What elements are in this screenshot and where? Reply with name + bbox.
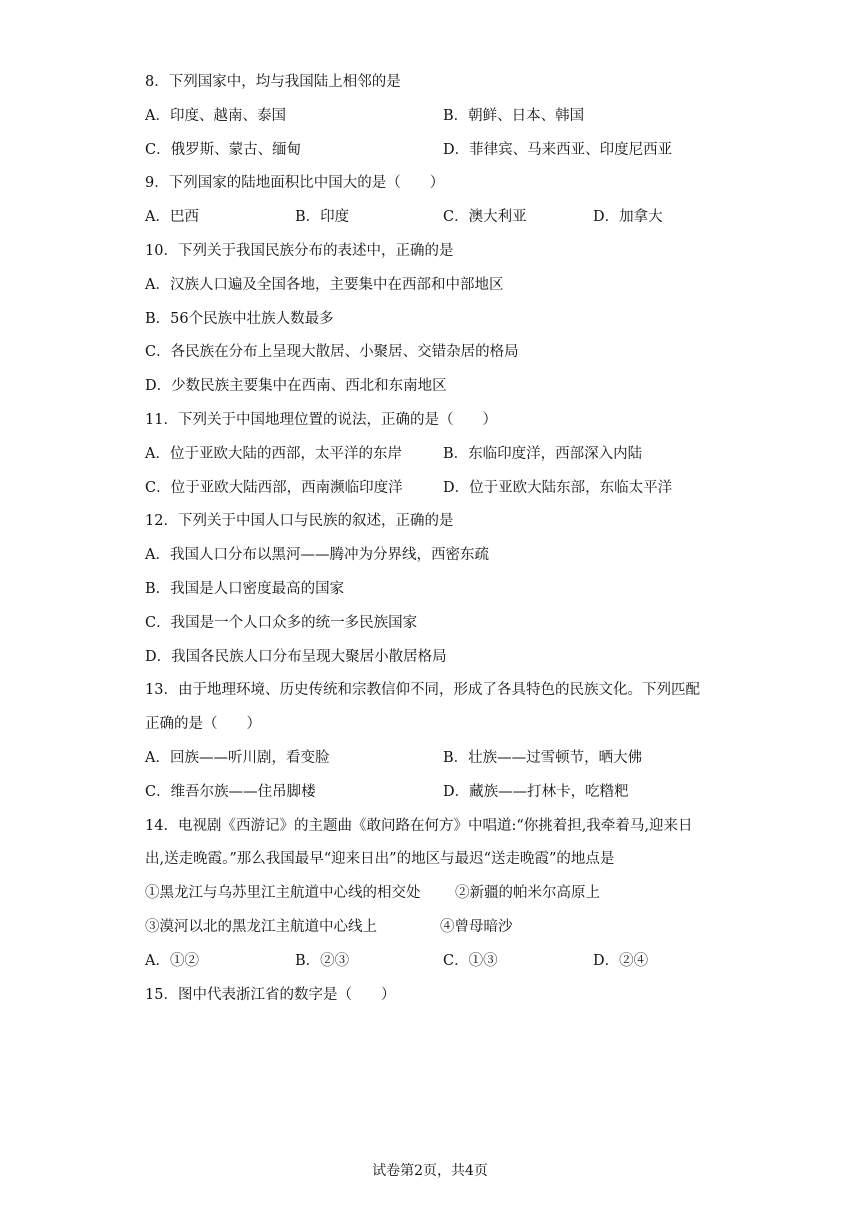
question-10-stem: 10．下列关于我国民族分布的表述中，正确的是 — [145, 243, 454, 259]
question-14-option-b: B．②③ — [295, 953, 350, 969]
question-12-option-b: B．我国是人口密度最高的国家 — [145, 581, 345, 597]
question-14-stem-line2: 出,送走晚霞。”那么我国最早“迎来日出”的地区与最迟“送走晚霞”的地点是 — [145, 851, 615, 867]
question-12-stem: 12．下列关于中国人口与民族的叙述，正确的是 — [145, 513, 454, 529]
question-13-option-b: B．壮族——过雪顿节，晒大佛 — [443, 750, 643, 766]
question-10-option-b: B．56个民族中壮族人数最多 — [145, 311, 334, 327]
question-14-item-4: ④曾母暗沙 — [440, 919, 513, 935]
question-13-option-d: D．藏族——打林卡，吃糌粑 — [443, 784, 629, 800]
question-14-item-2: ②新疆的帕米尔高原上 — [455, 885, 600, 901]
question-11-option-d: D．位于亚欧大陆东部，东临太平洋 — [443, 480, 673, 496]
question-9-option-a: A．巴西 — [145, 209, 199, 225]
question-9-option-d: D．加拿大 — [593, 209, 663, 225]
question-13-stem-line1: 13．由于地理环境、历史传统和宗教信仰不同，形成了各具特色的民族文化。下列匹配 — [145, 682, 700, 698]
question-9-option-b: B．印度 — [295, 209, 350, 225]
question-11-option-b: B．东临印度洋，西部深入内陆 — [443, 446, 643, 462]
question-11-option-a: A．位于亚欧大陆的西部，太平洋的东岸 — [145, 446, 402, 462]
question-12-option-d: D．我国各民族人口分布呈现大聚居小散居格局 — [145, 649, 447, 665]
question-8-option-b: B．朝鲜、日本、韩国 — [443, 108, 585, 124]
question-13-option-a: A．回族——听川剧，看变脸 — [145, 750, 330, 766]
question-12-option-c: C．我国是一个人口众多的统一多民族国家 — [145, 615, 418, 631]
question-10-option-d: D．少数民族主要集中在西南、西北和东南地区 — [145, 378, 447, 394]
question-8-option-a: A．印度、越南、泰国 — [145, 108, 286, 124]
question-9-stem: 9．下列国家的陆地面积比中国大的是（ ） — [145, 175, 445, 191]
question-13-option-c: C．维吾尔族——住吊脚楼 — [145, 784, 316, 800]
page-footer: 试卷第2页，共4页 — [372, 1163, 488, 1179]
question-11-stem: 11．下列关于中国地理位置的说法，正确的是（ ） — [145, 412, 497, 428]
question-8-option-c: C．俄罗斯、蒙古、缅甸 — [145, 142, 302, 158]
question-11-option-c: C．位于亚欧大陆西部，西南濒临印度洋 — [145, 480, 403, 496]
question-10-option-a: A．汉族人口遍及全国各地，主要集中在西部和中部地区 — [145, 277, 504, 293]
question-14-option-d: D．②④ — [593, 953, 649, 969]
question-12-option-a: A．我国人口分布以黑河——腾冲为分界线，西密东疏 — [145, 547, 489, 563]
question-14-item-1: ①黑龙江与乌苏里江主航道中心线的相交处 — [145, 885, 421, 901]
question-14-option-c: C．①③ — [443, 953, 498, 969]
question-8-option-d: D．菲律宾、马来西亚、印度尼西亚 — [443, 142, 673, 158]
question-13-stem-line2: 正确的是（ ） — [145, 716, 261, 732]
question-14-option-a: A．①② — [145, 953, 199, 969]
question-14-item-3: ③漠河以北的黑龙江主航道中心线上 — [145, 919, 377, 935]
question-14-stem-line1: 14．电视剧《西游记》的主题曲《敢问路在何方》中唱道:“你挑着担,我牵着马,迎来日 — [145, 818, 693, 834]
question-8-stem: 8．下列国家中，均与我国陆上相邻的是 — [145, 74, 401, 90]
question-15-stem: 15．图中代表浙江省的数字是（ ） — [145, 987, 396, 1003]
question-10-option-c: C．各民族在分布上呈现大散居、小聚居、交错杂居的格局 — [145, 344, 519, 360]
question-9-option-c: C．澳大利亚 — [443, 209, 527, 225]
